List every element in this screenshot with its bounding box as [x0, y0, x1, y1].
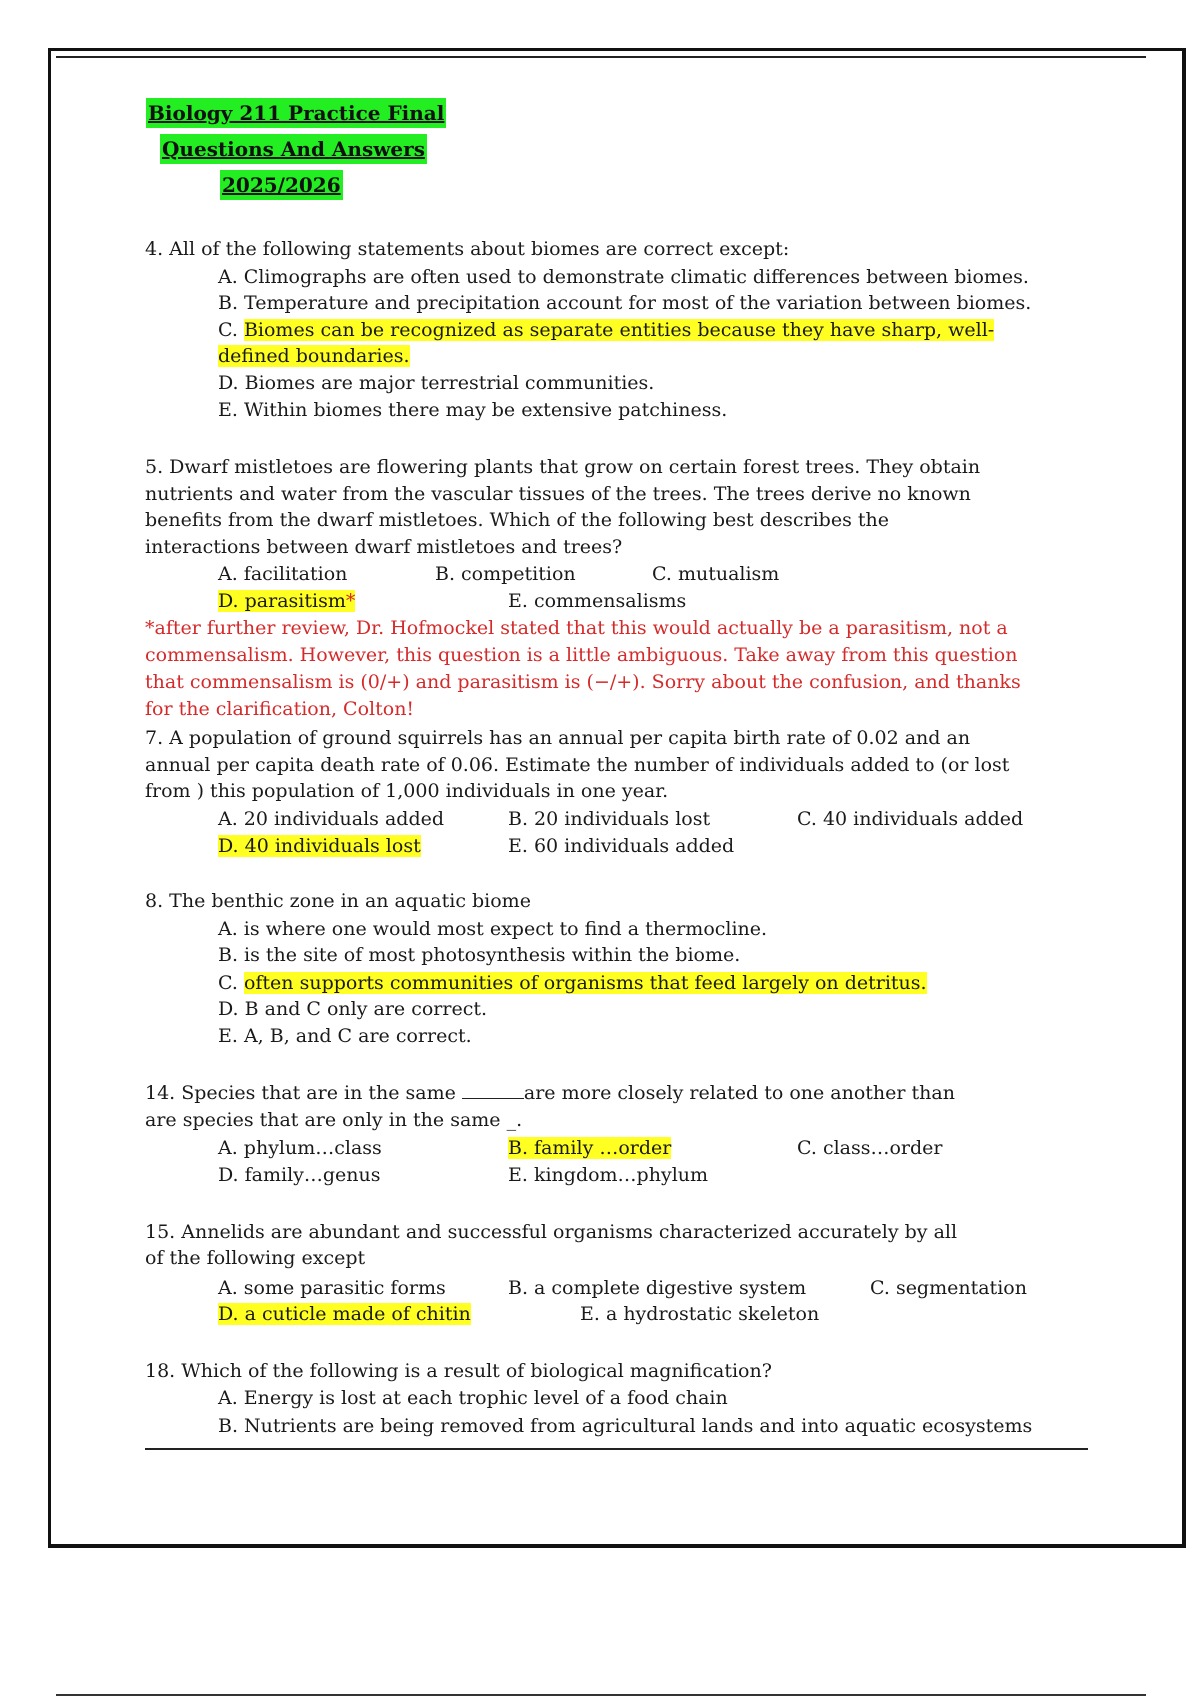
question-15-option-b: B. a complete digestive system — [508, 1277, 807, 1299]
question-4-option-e: E. Within biomes there may be extensive patchiness. — [218, 399, 728, 421]
question-5-option-b: B. competition — [435, 563, 576, 585]
question-14-option-b — [508, 1135, 671, 1161]
question-5-stem-line4: interactions between dwarf mistletoes and trees? — [145, 536, 623, 558]
question-14-option-e: E. kingdom…phylum — [508, 1164, 709, 1186]
question-15-option-a: A. some parasitic forms — [218, 1277, 446, 1299]
question-5-stem-line3: benefits from the dwarf mistletoes. Which of the following best describes the — [145, 509, 889, 531]
question-8-option-d: D. B and C only are correct. — [218, 998, 488, 1020]
question-5-stem-line1: 5. Dwarf mistletoes are flowering plants that grow on certain forest trees. They obtain — [145, 456, 981, 478]
question-14-option-c: C. class…order — [797, 1137, 943, 1159]
correct-answer-highlight: B. family …order — [508, 1137, 672, 1159]
question-8-option-c — [218, 970, 927, 996]
question-15-option-c: C. segmentation — [870, 1277, 1027, 1299]
question-5-note-line1: *after further review, Dr. Hofmockel stated that this would actually be a parasitism, not a — [145, 617, 1008, 639]
question-18-option-b: B. Nutrients are being removed from agricultural lands and into aquatic ecosystems — [218, 1415, 1033, 1437]
option-text: D. parasitism — [218, 590, 346, 612]
question-14-option-a: A. phylum…class — [218, 1137, 382, 1159]
question-5-stem-line2: nutrients and water from the vascular tissues of the trees. The trees derive no known — [145, 483, 971, 505]
fill-in-blank — [462, 1080, 524, 1099]
page-bottom-rule — [56, 1694, 1146, 1696]
question-4-option-c-cont — [218, 343, 410, 369]
question-7-option-d — [218, 833, 421, 859]
question-4-option-a: A. Climographs are often used to demonstrate climatic differences between biomes. — [218, 266, 1029, 288]
question-7-stem-line3: from ) this population of 1,000 individuals in one year. — [145, 780, 669, 802]
question-15-stem-line2: of the following except — [145, 1247, 366, 1269]
question-8-option-b: B. is the site of most photosynthesis within the biome. — [218, 944, 741, 966]
question-15-stem-line1: 15. Annelids are abundant and successful organisms characterized accurately by all — [145, 1221, 958, 1243]
question-7-option-a: A. 20 individuals added — [218, 808, 445, 830]
question-18-stem: 18. Which of the following is a result of biological magnification? — [145, 1360, 772, 1382]
question-8-stem: 8. The benthic zone in an aquatic biome — [145, 890, 531, 912]
question-8-option-e: E. A, B, and C are correct. — [218, 1025, 472, 1047]
question-7-stem-line1: 7. A population of ground squirrels has an annual per capita birth rate of 0.02 and an — [145, 727, 971, 749]
question-7-option-c: C. 40 individuals added — [797, 808, 1024, 830]
footnote-marker: * — [345, 590, 356, 612]
question-7-stem-line2: annual per capita death rate of 0.06. Estimate the number of individuals added to (or lost — [145, 754, 1010, 776]
question-5-note-line4: for the clarification, Colton! — [145, 698, 415, 720]
question-7-option-b: B. 20 individuals lost — [508, 808, 711, 830]
question-15-option-e: E. a hydrostatic skeleton — [580, 1303, 820, 1325]
question-15-option-d — [218, 1301, 471, 1327]
correct-answer-highlight: often supports communities of organisms that feed largely on detritus. — [243, 972, 927, 994]
top-rule — [56, 56, 1146, 58]
stem-text: 14. Species that are in the same — [145, 1082, 462, 1104]
question-8-option-a: A. is where one would most expect to find a thermocline. — [218, 918, 768, 940]
question-5-option-c: C. mutualism — [652, 563, 780, 585]
document-title-line1: Biology 211 Practice Final — [146, 98, 446, 128]
question-5-note-line2: commensalism. However, this question is a little ambiguous. Take away from this question — [145, 644, 1018, 666]
question-4-stem: 4. All of the following statements about biomes are correct except: — [145, 238, 790, 260]
option-letter: C. — [218, 319, 244, 341]
question-18-option-a: A. Energy is lost at each trophic level of a food chain — [218, 1387, 728, 1409]
question-14-option-d: D. family…genus — [218, 1164, 381, 1186]
question-5-option-d — [218, 588, 355, 614]
option-letter: C. — [218, 972, 244, 994]
content-end-rule — [145, 1448, 1088, 1450]
stem-text: are more closely related to one another than — [523, 1082, 955, 1104]
question-7-option-e: E. 60 individuals added — [508, 835, 735, 857]
question-5-option-a: A. facilitation — [218, 563, 348, 585]
correct-answer-highlight: defined boundaries. — [218, 345, 410, 367]
question-5-note-line3: that commensalism is (0/+) and parasitism is (−/+). Sorry about the confusion, and thanks — [145, 671, 1021, 693]
question-14-stem-line2: are species that are only in the same _. — [145, 1109, 523, 1131]
correct-answer-highlight: D. a cuticle made of chitin — [218, 1303, 471, 1325]
question-4-option-c — [218, 317, 994, 343]
document-title-line2: Questions And Answers — [160, 134, 427, 164]
question-4-option-d: D. Biomes are major terrestrial communities. — [218, 372, 655, 394]
correct-answer-highlight — [218, 590, 355, 612]
document-title-year: 2025/2026 — [220, 170, 343, 200]
correct-answer-highlight: D. 40 individuals lost — [218, 835, 421, 857]
question-4-option-b: B. Temperature and precipitation account for most of the variation between biomes. — [218, 292, 1032, 314]
correct-answer-highlight: Biomes can be recognized as separate entities because they have sharp, well- — [243, 319, 995, 341]
question-14-stem-line1 — [145, 1080, 955, 1106]
question-5-option-e: E. commensalisms — [508, 590, 687, 612]
